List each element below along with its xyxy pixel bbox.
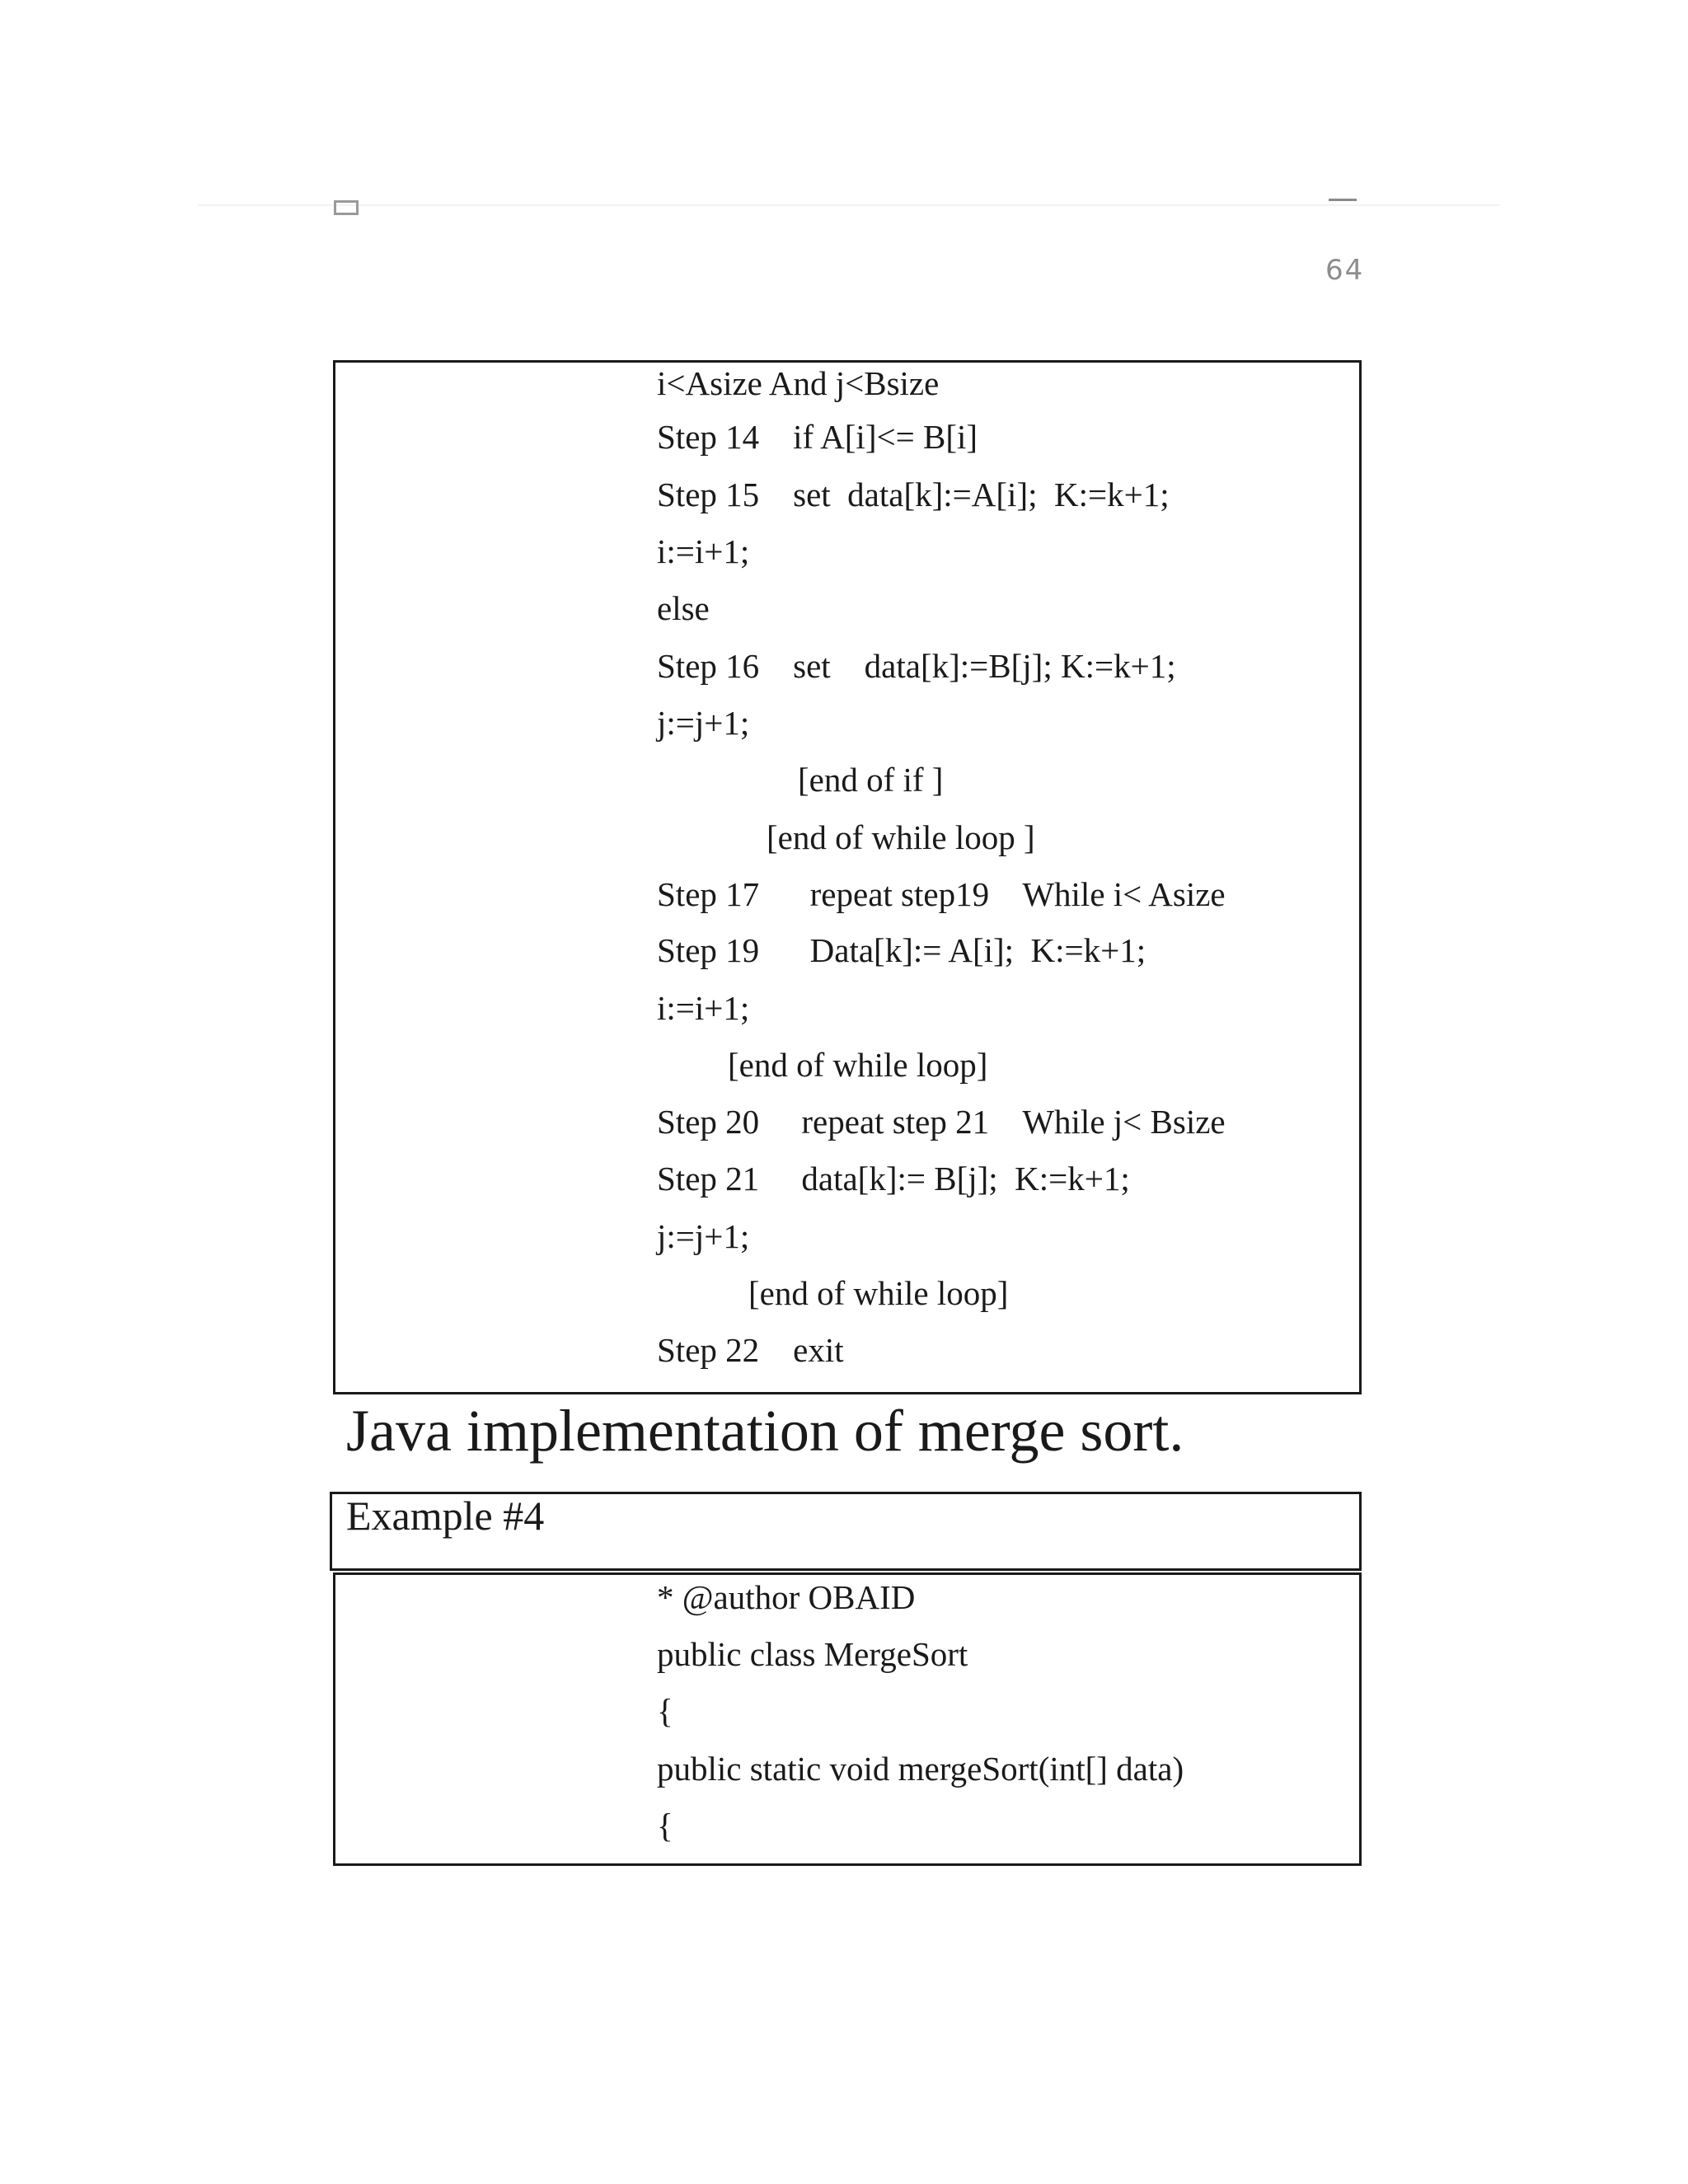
- algo-line-7: j:=j+1;: [657, 704, 750, 742]
- section-heading: Java implementation of merge sort.: [346, 1398, 1184, 1464]
- algo-line-2: Step 14 if A[i]<= B[i]: [657, 418, 978, 456]
- algo-line-14: Step 20 repeat step 21 While j< Bsize: [657, 1103, 1226, 1141]
- algo-line-1: i<Asize And j<Bsize: [657, 364, 940, 402]
- code-line-2: public class MergeSort: [657, 1635, 968, 1673]
- algo-line-9: [end of while loop ]: [767, 818, 1035, 856]
- algo-line-17: [end of while loop]: [748, 1274, 1009, 1312]
- code-box: [333, 1572, 1362, 1866]
- algo-line-15: Step 21 data[k]:= B[j]; K:=k+1;: [657, 1160, 1130, 1197]
- algo-line-5: else: [657, 589, 710, 627]
- page-number: 64: [1325, 254, 1365, 287]
- algo-line-13: [end of while loop]: [728, 1046, 988, 1084]
- algo-line-8: [end of if ]: [798, 761, 944, 799]
- code-line-3: {: [657, 1692, 673, 1730]
- algo-line-11: Step 19 Data[k]:= A[i]; K:=k+1;: [657, 931, 1146, 969]
- algo-line-12: i:=i+1;: [657, 989, 750, 1027]
- algo-line-18: Step 22 exit: [657, 1331, 844, 1369]
- page-top-rule: [198, 204, 1500, 206]
- algo-line-10: Step 17 repeat step19 While i< Asize: [657, 875, 1226, 913]
- algo-line-16: j:=j+1;: [657, 1217, 750, 1255]
- minimize-dash-icon: [1329, 199, 1357, 201]
- code-line-5: {: [657, 1807, 673, 1844]
- code-line-1: * @author OBAID: [657, 1578, 916, 1616]
- page-corner-box-icon: [334, 200, 359, 215]
- code-line-4: public static void mergeSort(int[] data): [657, 1750, 1184, 1788]
- algo-line-3: Step 15 set data[k]:=A[i]; K:=k+1;: [657, 476, 1170, 513]
- example-label: Example #4: [346, 1493, 545, 1539]
- algo-line-4: i:=i+1;: [657, 532, 750, 570]
- algo-line-6: Step 16 set data[k]:=B[j]; K:=k+1;: [657, 647, 1176, 685]
